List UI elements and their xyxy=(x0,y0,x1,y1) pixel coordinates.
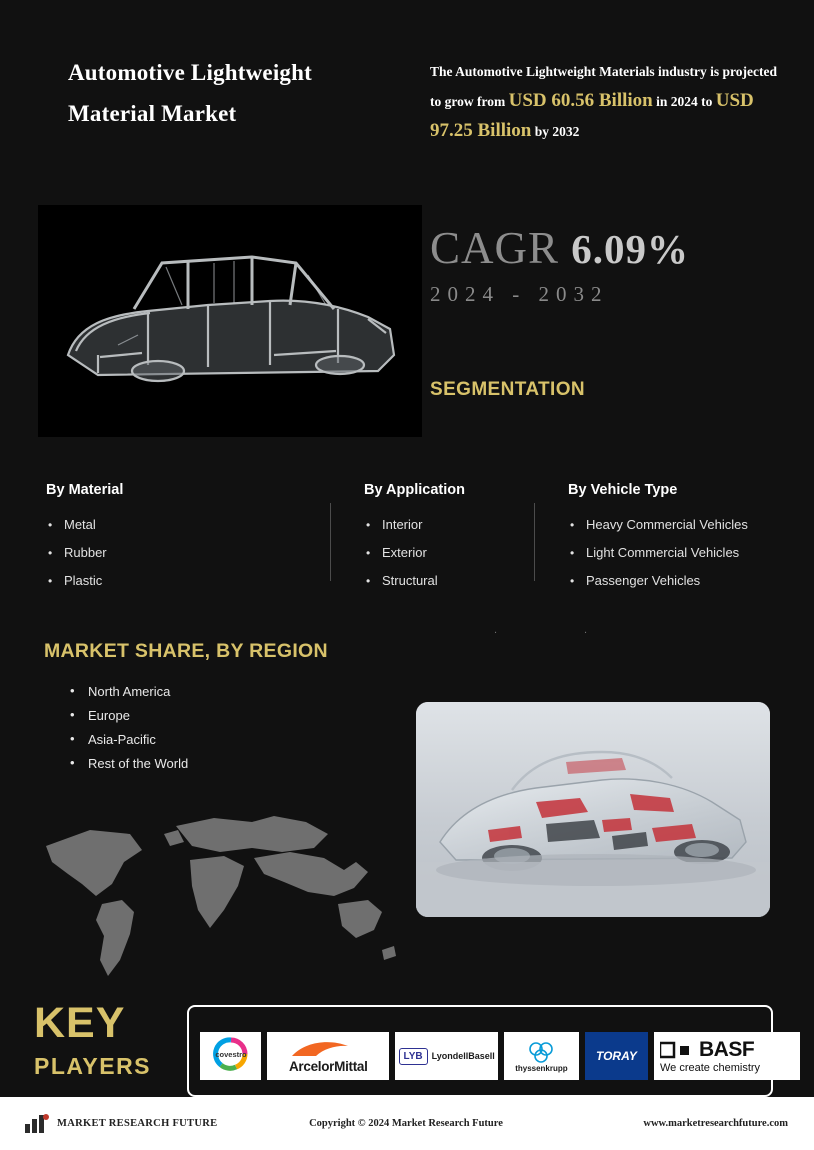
basf-wordmark: BASF xyxy=(699,1038,755,1061)
footer-brand xyxy=(24,1113,274,1135)
segmentation-list-vehicle-type xyxy=(568,511,776,595)
list-item: • Light Commercial Vehicles xyxy=(568,539,776,567)
car-chassis-illustration xyxy=(416,702,770,917)
logo-toray xyxy=(585,1032,648,1080)
logo-thyssenkrupp xyxy=(504,1032,579,1080)
decorative-dot: . xyxy=(494,624,498,636)
basf-square-icon xyxy=(660,1041,694,1059)
toray-wordmark: TORAY xyxy=(595,1049,637,1063)
logo-covestro xyxy=(200,1032,261,1080)
lyb-badge: LYB xyxy=(399,1048,428,1065)
lightweight-car-chassis-photo xyxy=(416,702,770,917)
market-value-2032: USD 97.25 Billion xyxy=(430,90,754,141)
market-summary xyxy=(430,57,782,146)
list-item: • Europe xyxy=(68,704,188,728)
list-item: • Rubber xyxy=(46,539,286,567)
cagr-block xyxy=(430,222,689,274)
cagr-value: 6.09% xyxy=(571,226,690,272)
segmentation-heading-material: By Material xyxy=(46,482,124,498)
decorative-dot: . xyxy=(584,624,588,636)
segmentation-heading-vehicle-type: By Vehicle Type xyxy=(568,482,678,498)
market-share-region-list xyxy=(68,680,188,776)
logo-lyondellbasell xyxy=(395,1032,498,1080)
market-share-heading: MARKET SHARE, BY REGION xyxy=(44,640,328,662)
list-item: • Metal xyxy=(46,511,286,539)
list-item: • Exterior xyxy=(364,539,526,567)
thyssenkrupp-wordmark: thyssenkrupp xyxy=(515,1063,568,1073)
summary-mid1: in 2024 to xyxy=(652,94,716,109)
list-item: • North America xyxy=(68,680,188,704)
segmentation-heading: SEGMENTATION xyxy=(430,379,586,400)
car-body-frame-image xyxy=(38,205,422,437)
arcelormittal-icon xyxy=(272,1039,384,1059)
segmentation-columns xyxy=(46,482,776,595)
footer-brand-text: MARKET RESEARCH FUTURE xyxy=(57,1118,218,1129)
market-value-2024: USD 60.56 Billion xyxy=(508,90,653,111)
car-frame-illustration xyxy=(38,205,422,437)
list-item: • Passenger Vehicles xyxy=(568,567,776,595)
key-players-heading-line2: PLAYERS xyxy=(34,1053,152,1079)
segmentation-list-material xyxy=(46,511,286,595)
summary-mid2: by 2032 xyxy=(531,124,580,139)
page-title: Automotive Lightweight Material Market xyxy=(68,60,312,126)
cagr-label: CAGR xyxy=(430,223,560,273)
world-map-svg xyxy=(38,800,398,985)
segmentation-column-vehicle-type xyxy=(526,482,776,595)
footer xyxy=(0,1097,814,1150)
world-map-graphic xyxy=(38,800,398,985)
key-players-heading-line1: KEY xyxy=(34,999,126,1047)
list-item: • Asia-Pacific xyxy=(68,728,188,752)
thyssenkrupp-icon xyxy=(526,1040,556,1064)
logo-basf xyxy=(654,1032,800,1080)
summary-lead: The Automotive Lightweight Materials industry is projected to grow from xyxy=(430,64,777,109)
footer-website-url[interactable]: www.marketresearchfuture.com xyxy=(643,1118,788,1129)
covestro-icon xyxy=(203,1034,259,1078)
key-players-logo-strip xyxy=(200,1032,800,1080)
lyondellbasell-wordmark: LyondellBasell xyxy=(431,1051,495,1061)
market-research-future-logo-icon xyxy=(24,1113,50,1135)
list-item: • Interior xyxy=(364,511,526,539)
logo-arcelormittal xyxy=(267,1032,389,1080)
list-item: • Rest of the World xyxy=(68,752,188,776)
basf-tagline: We create chemistry xyxy=(660,1062,761,1074)
list-item: • Plastic xyxy=(46,567,286,595)
footer-copyright: Copyright © 2024 Market Research Future xyxy=(309,1118,503,1129)
list-item: • Structural xyxy=(364,567,526,595)
cagr-period: 2024 - 2032 xyxy=(430,282,609,306)
key-players-heading xyxy=(34,999,152,1079)
segmentation-list-application xyxy=(364,511,526,595)
segmentation-column-application xyxy=(286,482,526,595)
covestro-wordmark: covestro xyxy=(214,1050,247,1059)
segmentation-heading-application: By Application xyxy=(364,482,465,498)
arcelormittal-wordmark: ArcelorMittal xyxy=(288,1058,368,1074)
segmentation-column-material xyxy=(46,482,286,595)
list-item: • Heavy Commercial Vehicles xyxy=(568,511,776,539)
